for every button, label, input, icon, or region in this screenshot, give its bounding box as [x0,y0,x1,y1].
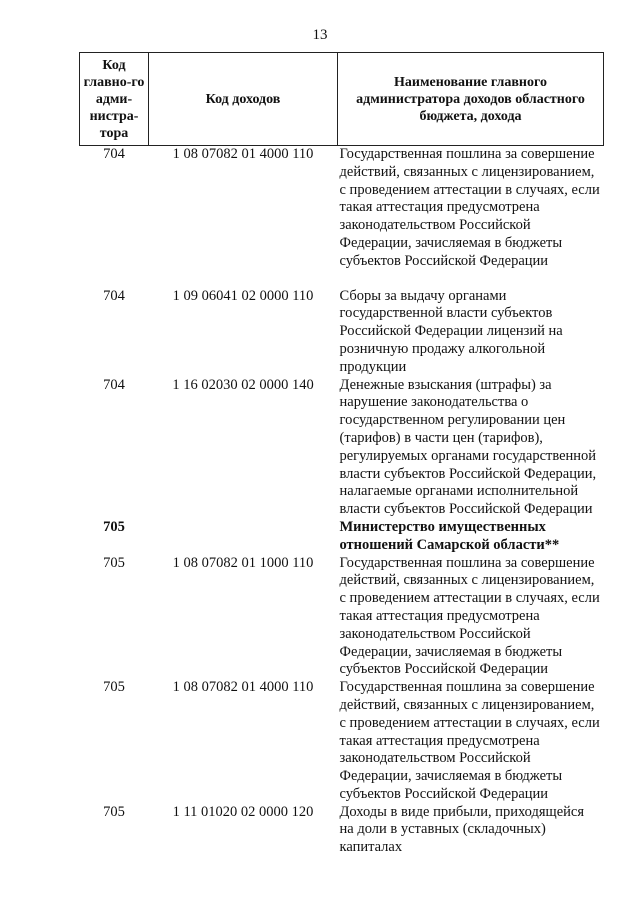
income-name-cell: Министерство имущественных отношений Самарской области** [339,518,560,553]
table-row [80,519,604,555]
admin-code-cell: 704 [103,287,125,304]
admin-code-cell: 705 [103,803,125,820]
table-header-row [80,53,604,146]
income-code-cell: 1 16 02030 02 0000 140 [172,376,314,393]
income-code-cell: 1 08 07082 01 4000 110 [172,679,314,696]
admin-code-cell: 705 [103,679,125,696]
header-name: Наименование главного администратора доходов областного бюджета, дохода [338,53,604,146]
table-body [80,146,604,858]
income-name-cell: Денежные взыскания (штрафы) за нарушение законодательства о государственном регулировании цен (тарифов) в части цен (тарифов), регулируемых органами государственной власти субъектов Российской Федерации, налагаемые органами исполнительной власти субъектов Российской Федерации [339,376,597,518]
income-code-cell: 1 11 01020 02 0000 120 [172,803,314,820]
income-name-cell: Доходы в виде прибыли, приходящейся на доли в уставных (складочных) капиталах [339,803,585,856]
table-row [80,804,604,857]
table-row [80,377,604,519]
revenue-table [79,52,604,857]
income-code-cell: 1 09 06041 02 0000 110 [172,287,314,304]
table-row [80,679,604,804]
header-admin-code: Код главно-го адми-нистра-тора [80,53,149,146]
table-row [80,146,604,288]
table-row [80,288,604,377]
table-row [80,555,604,680]
header-income-code: Код доходов [149,53,338,146]
income-code-cell: 1 08 07082 01 1000 110 [172,554,314,571]
income-name-cell: Государственная пошлина за совершение действий, связанных с лицензированием, с проведением аттестации в случаях, если такая аттестация предусмотрена законодательством Российской Федерации, зачисляемая в бюджеты субъектов Российской Федерации [339,679,600,802]
income-name-cell: Государственная пошлина за совершение действий, связанных с лицензированием, с проведением аттестации в случаях, если такая аттестация предусмотрена законодательством Российской Федерации, зачисляемая в бюджеты субъектов Российской Федерации [339,554,600,678]
admin-code-cell: 704 [103,376,125,393]
income-code-cell: 1 08 07082 01 4000 110 [172,146,314,162]
admin-code-cell: 705 [103,518,125,535]
admin-code-cell: 705 [103,554,125,571]
admin-code-cell: 704 [103,146,125,162]
income-code-cell [149,519,338,555]
income-name-cell: Сборы за выдачу органами государственной власти субъектов Российской Федерации лицензий на розничную продажу алкогольной продукции [339,287,563,375]
page-number: 13 [312,27,328,43]
income-name-cell: Государственная пошлина за совершение действий, связанных с лицензированием, с проведением аттестации в случаях, если такая аттестация предусмотрена законодательством Российской Федерации, зачисляемая в бюджеты субъектов Российской Федерации [339,146,600,269]
